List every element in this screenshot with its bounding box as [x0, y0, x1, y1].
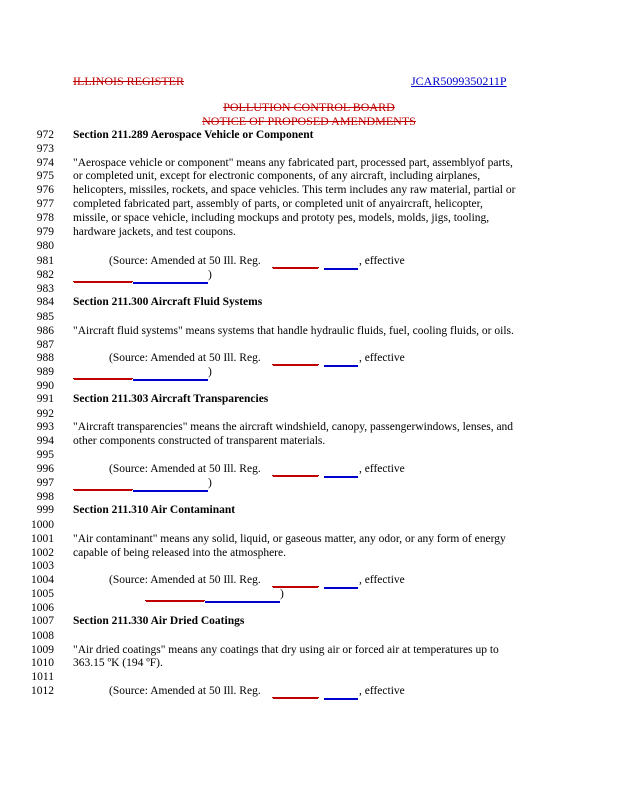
- line-number: 1006: [31, 602, 54, 614]
- register-volume-blank: [272, 353, 319, 365]
- source-text: (Source: Amended at 50 Ill. Reg.: [109, 574, 261, 586]
- line-number: 996: [36, 463, 54, 475]
- line-number: 989: [36, 366, 54, 378]
- effective-text: , effective: [359, 574, 405, 586]
- line-number: 980: [36, 240, 54, 252]
- section-heading: Section 211.310 Air Contaminant: [73, 504, 236, 516]
- body-line: "Air dried coatings" means any coatings that dry using air or forced air at temperatures up to: [73, 644, 499, 656]
- register-volume-blank: [272, 464, 319, 476]
- source-text: (Source: Amended at 50 Ill. Reg.: [109, 685, 261, 697]
- body-line: or completed unit, except for electronic components, of any aircraft, including airplanes,: [73, 170, 481, 182]
- effective-date-new-blank: [133, 270, 208, 284]
- line-number: 999: [36, 504, 54, 516]
- effective-text: , effective: [359, 463, 405, 475]
- line-number: 1005: [31, 588, 54, 600]
- line-number: 991: [36, 393, 54, 405]
- line-number: 994: [36, 435, 54, 447]
- line-number: 1002: [31, 547, 54, 559]
- header-right: JCAR5099350211P: [411, 74, 507, 88]
- line-number: 984: [36, 296, 54, 308]
- register-volume-blank: [272, 256, 319, 268]
- closing-paren: ): [208, 269, 212, 281]
- line-number: 992: [36, 408, 54, 420]
- body-line: "Aerospace vehicle or component" means any fabricated part, processed part, assemblyof parts,: [73, 157, 513, 169]
- line-number: 973: [36, 143, 54, 155]
- line-number: 1008: [31, 630, 54, 642]
- line-number: 997: [36, 477, 54, 489]
- effective-text: , effective: [359, 352, 405, 364]
- line-number: 983: [36, 283, 54, 295]
- line-number: 1003: [31, 560, 54, 572]
- line-number: 978: [36, 212, 54, 224]
- body-line: capable of being released into the atmosphere.: [73, 547, 286, 559]
- notice-title: NOTICE OF PROPOSED AMENDMENTS: [202, 114, 416, 128]
- register-page-blank: [324, 686, 358, 700]
- section-heading: Section 211.330 Air Dried Coatings: [73, 615, 245, 627]
- section-heading: Section 211.303 Aircraft Transparencies: [73, 393, 269, 405]
- body-line: hardware jackets, and test coupons.: [73, 226, 236, 238]
- register-page-blank: [324, 575, 358, 589]
- line-number: 988: [36, 352, 54, 364]
- line-number: 990: [36, 380, 54, 392]
- register-volume-blank: [272, 686, 319, 698]
- closing-paren: ): [280, 588, 284, 600]
- effective-date-new-blank: [133, 478, 208, 492]
- line-number: 986: [36, 325, 54, 337]
- source-text: (Source: Amended at 50 Ill. Reg.: [109, 255, 261, 267]
- register-page-blank: [324, 464, 358, 478]
- line-number: 972: [36, 129, 54, 141]
- line-number: 975: [36, 170, 54, 182]
- line-number: 982: [36, 269, 54, 281]
- closing-paren: ): [208, 366, 212, 378]
- body-line: "Air contaminant" means any solid, liquid, or gaseous matter, any odor, or any form of energy: [73, 533, 506, 545]
- header-left: ILLINOIS REGISTER: [73, 74, 184, 88]
- line-number: 985: [36, 311, 54, 323]
- body-line: other components constructed of transparent materials.: [73, 435, 326, 447]
- effective-date-blank: [73, 367, 133, 379]
- line-number: 995: [36, 449, 54, 461]
- closing-paren: ): [208, 477, 212, 489]
- line-number: 974: [36, 157, 54, 169]
- body-line: completed fabricated part, assembly of parts, or completed unit of anyaircraft, helicopter,: [73, 198, 483, 210]
- source-text: (Source: Amended at 50 Ill. Reg.: [109, 352, 261, 364]
- body-line: 363.15 ºK (194 ºF).: [73, 657, 163, 669]
- effective-text: , effective: [359, 255, 405, 267]
- line-number: 987: [36, 339, 54, 351]
- effective-date-new-blank: [133, 367, 208, 381]
- line-number: 981: [36, 255, 54, 267]
- section-heading: Section 211.300 Aircraft Fluid Systems: [73, 296, 263, 308]
- line-number: 977: [36, 198, 54, 210]
- section-heading: Section 211.289 Aerospace Vehicle or Component: [73, 129, 314, 141]
- effective-date-blank: [73, 270, 133, 282]
- effective-date-blank: [145, 589, 205, 601]
- line-number: 1001: [31, 533, 54, 545]
- line-number: 993: [36, 421, 54, 433]
- line-number: 1011: [31, 671, 54, 683]
- register-page-blank: [324, 256, 358, 270]
- register-page-blank: [324, 353, 358, 367]
- line-number: 998: [36, 491, 54, 503]
- effective-text: , effective: [359, 685, 405, 697]
- line-number: 1009: [31, 644, 54, 656]
- line-number: 1004: [31, 574, 54, 586]
- body-line: missile, or space vehicle, including mockups and prototy pes, models, molds, jigs, tooling,: [73, 212, 490, 224]
- line-number: 1010: [31, 657, 54, 669]
- line-number: 979: [36, 226, 54, 238]
- line-number: 1007: [31, 615, 54, 627]
- register-volume-blank: [272, 575, 319, 587]
- line-number: 1000: [31, 519, 54, 531]
- body-line: "Aircraft transparencies" means the aircraft windshield, canopy, passengerwindows, lenses, and: [73, 421, 514, 433]
- board-title: POLLUTION CONTROL BOARD: [223, 100, 395, 114]
- body-line: "Aircraft fluid systems" means systems that handle hydraulic fluids, fuel, cooling fluids, or oils.: [73, 325, 514, 337]
- body-line: helicopters, missiles, rockets, and space vehicles. This term includes any raw material, partial or: [73, 184, 516, 196]
- effective-date-blank: [73, 478, 133, 490]
- source-text: (Source: Amended at 50 Ill. Reg.: [109, 463, 261, 475]
- line-number: 1012: [31, 685, 54, 697]
- effective-date-new-blank: [205, 589, 280, 603]
- line-number: 976: [36, 184, 54, 196]
